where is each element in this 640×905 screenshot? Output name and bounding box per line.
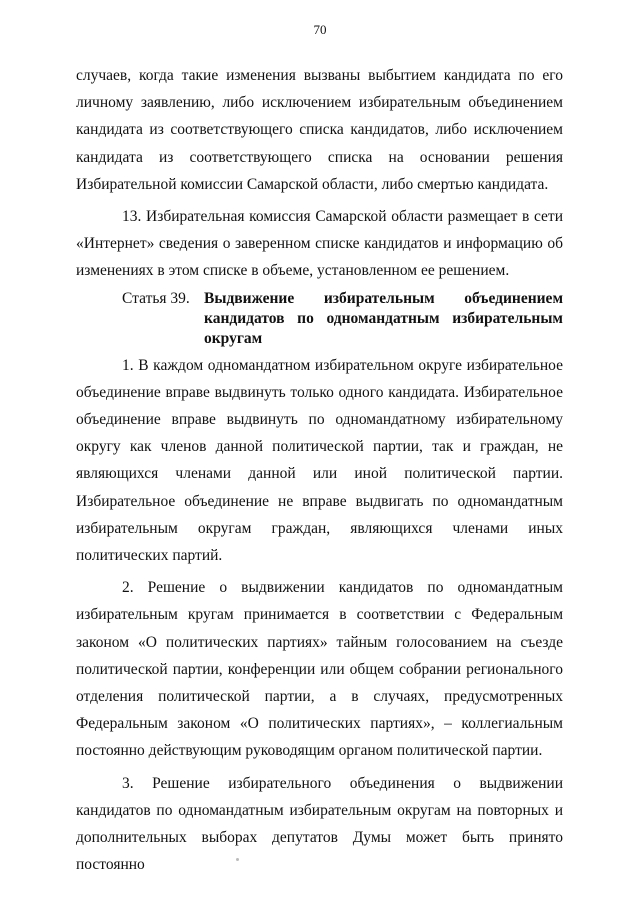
article-number: Статья 39. <box>122 289 190 307</box>
document-body <box>76 62 563 878</box>
article-title: Выдвижение избирательным объединением кандидатов по одномандатным избирательным округам <box>204 289 563 347</box>
paragraph-continuation: случаев, когда такие изменения вызваны выбытием кандидата по его личному заявлению, либо исключением избирательным объединением кандидата из соответствующего списка кандидатов, либо исключением кандидата из соответствующего списка на основании решения Избирательной комиссии Самарской области, либо смертью кандидата. <box>76 67 563 193</box>
paragraph-item-3: 3. Решение избирательного объединения о выдвижении кандидатов по одномандатным избирательным округам на повторных и дополнительных выборах депутатов Думы может быть принято постоянно <box>76 774 563 874</box>
scan-speck <box>236 858 239 861</box>
page-number: 70 <box>313 22 327 37</box>
paragraph-item-2: 2. Решение о выдвижении кандидатов по одномандатным избирательным кругам принимается в соответствии с Федеральным законом «О политических партиях» тайным голосованием на съезде политической партии, конференции или общем собрании регионального отделения политической партии, а в случаях, предусмотренных Федеральным законом «О политических партиях», – коллегиальным постоянно действующим руководящим органом политической партии. <box>76 579 563 760</box>
paragraph-item-1: 1. В каждом одномандатном избирательном округе избирательное объединение вправе выдвинуть только одного кандидата. Избирательное объединение вправе выдвинуть по одномандатному избирательному округу как членов данной политической партии, так и граждан, не являющихся членами данной или иной политической партии. Избирательное объединение не вправе выдвигать по одномандатным избирательным округам граждан, являющихся членами иных политических партий. <box>76 356 563 565</box>
article-heading <box>76 289 563 349</box>
paragraph-item-13: 13. Избирательная комиссия Самарской области размещает в сети «Интернет» сведения о заверенном списке кандидатов и информацию об изменениях в этом списке в объеме, установленном ее решением. <box>76 208 563 280</box>
